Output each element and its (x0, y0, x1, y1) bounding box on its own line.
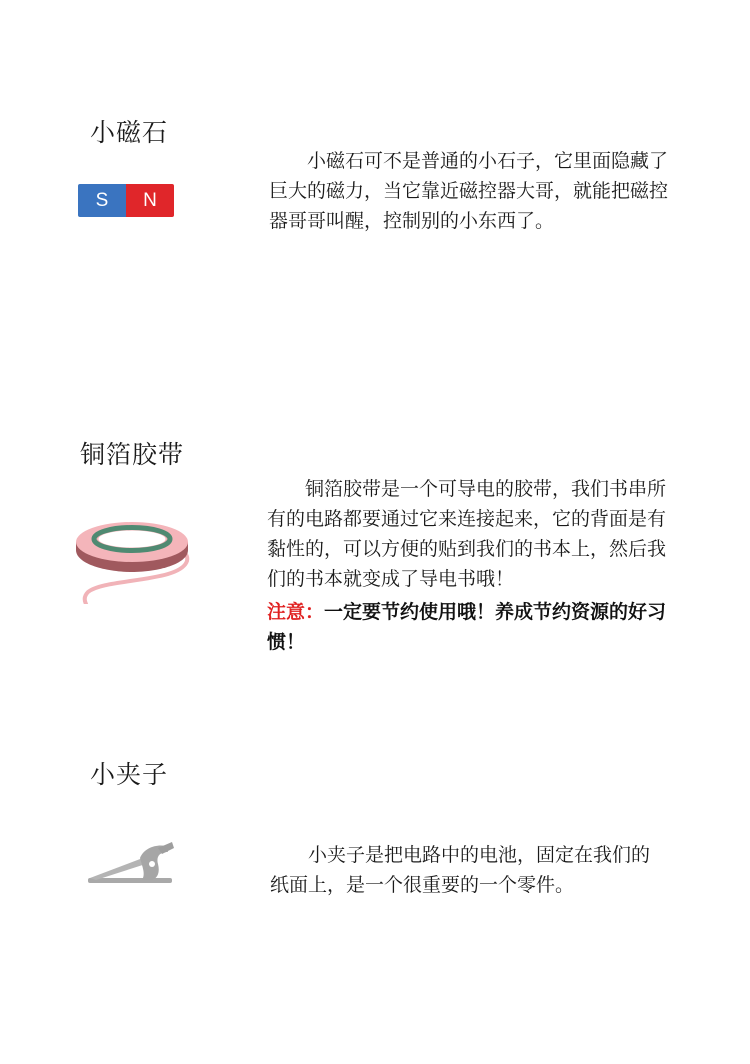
section-title-copper-tape: 铜箔胶带 (80, 440, 185, 469)
magnet-icon (78, 184, 174, 217)
section-title-clip: 小夹子 (90, 760, 169, 789)
section-paragraph-copper-tape (267, 474, 681, 594)
copper-tape-roll-icon (70, 512, 195, 604)
magnet-paragraph-text: 小磁石可不是普通的小石子，它里面隐藏了巨大的磁力，当它靠近磁控器大哥，就能把磁控器哥哥叫醒，控制别的小东西了。 (269, 150, 669, 232)
clip-icon (86, 842, 176, 890)
magnet-south-pole: S (78, 184, 126, 217)
section-paragraph-clip (270, 840, 666, 900)
copper-tape-paragraph-text: 铜箔胶带是一个可导电的胶带，我们书串所有的电路都要通过它来连接起来，它的背面是有黏性的，可以方便的贴到我们的书本上，然后我们的书本就变成了导电书哦！ (267, 478, 667, 590)
clip-paragraph-text: 小夹子是把电路中的电池，固定在我们的纸面上，是一个很重要的一个零件。 (270, 844, 651, 896)
note-label: 注意： (267, 601, 325, 623)
copper-tape-note (267, 597, 681, 657)
section-paragraph-magnet (269, 146, 679, 236)
note-text: 一定要节约使用哦！养成节约资源的好习惯！ (267, 601, 667, 653)
magnet-north-pole: N (126, 184, 174, 217)
section-title-magnet: 小磁石 (90, 118, 169, 147)
